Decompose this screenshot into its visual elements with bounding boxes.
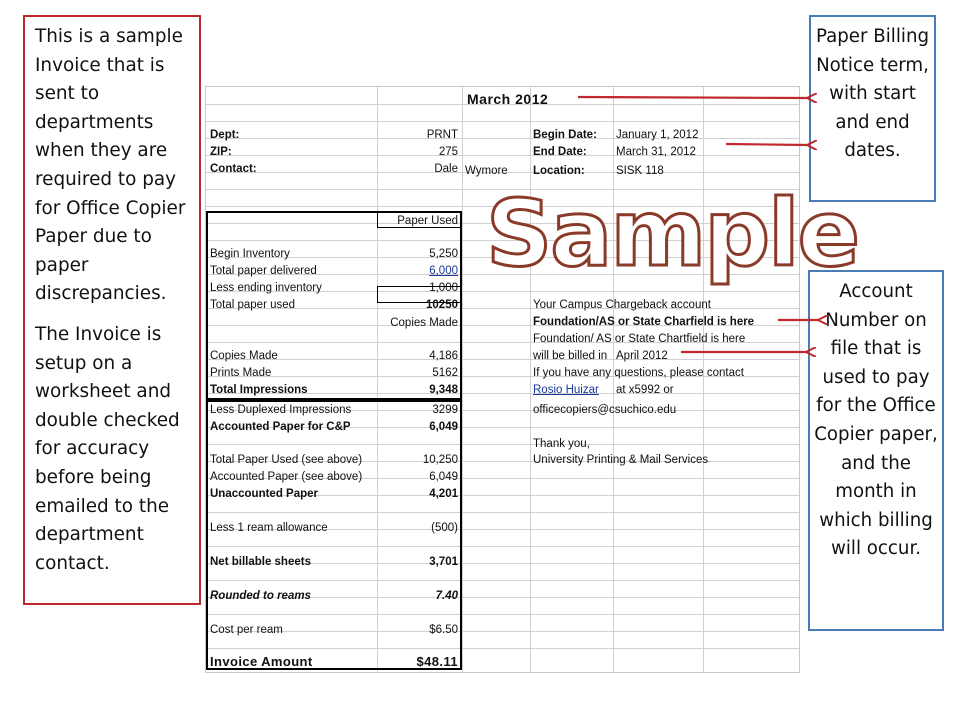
prints-made-value: 5162 [432,367,458,379]
total-impressions-value: 9,348 [429,384,458,396]
copies-made-value: 4,186 [429,350,458,362]
invoice-amount-label: Invoice Amount [210,654,313,669]
unaccounted-paper-label: Unaccounted Paper [210,488,318,500]
delivered-label: Total paper delivered [210,265,317,277]
accounted-paper-value: 6,049 [429,421,458,433]
accounted-paper-label: Accounted Paper for C&P [210,421,351,433]
zip-label: ZIP: [210,146,232,158]
copies-made-label: Copies Made [210,350,278,362]
contact-last-name: Wymore [465,165,508,177]
description-paragraph-1: This is a sample Invoice that is sent to departments when they are required to pay for Office Copier Paper due to paper discrepancies. [35,26,186,305]
dept-label: Dept: [210,129,240,141]
note-billing-month: April 2012 [616,350,668,362]
duplex-value: 3299 [432,404,458,416]
contact-label: Contact: [210,163,257,175]
contact-email: officecopiers@csuchico.edu [533,404,677,416]
note-account-placeholder: Foundation/AS or State Charfield is here [533,316,755,328]
arrow-to-dates [726,144,809,145]
total-impressions-label: Total Impressions [210,384,308,396]
cost-per-ream-label: Cost per ream [210,624,283,636]
contact-first-name: Dale [434,163,458,175]
net-billable-label: Net billable sheets [210,556,311,568]
prints-made-label: Prints Made [210,367,272,379]
note-questions: If you have any questions, please contact [533,367,744,379]
paper-used-header: Paper Used [397,215,458,227]
contact-extension: at x5992 or [616,384,674,396]
accounted-paper-ref-value: 6,049 [429,471,458,483]
invoice-title: March 2012 [467,91,549,107]
arrow-to-title [578,97,809,98]
total-used-value: 10250 [426,299,458,311]
ream-allowance-label: Less 1 ream allowance [210,522,328,534]
begin-inventory-label: Begin Inventory [210,248,290,260]
total-used-label: Total paper used [210,299,296,311]
begin-inventory-value: 5,250 [429,248,458,260]
note-billed-in: will be billed in [533,350,608,362]
accounted-paper-ref-label: Accounted Paper (see above) [210,471,363,483]
copies-made-header: Copies Made [390,317,458,329]
ream-allowance-value: (500) [431,522,458,534]
note-signature: University Printing & Mail Services [533,454,709,466]
note-account-line: Foundation/ AS or State Chartfield is here [533,333,746,345]
duplex-label: Less Duplexed Impressions [210,404,352,416]
dept-value: PRNT [426,129,458,141]
net-billable-value: 3,701 [429,556,458,568]
cost-per-ream-value: $6.50 [429,624,458,636]
location-label: Location: [533,165,585,177]
end-date-value: March 31, 2012 [616,146,696,158]
invoice-amount-value: $48.11 [416,654,458,669]
description-paragraph-2: The Invoice is setup on a worksheet and double checked for accuracy before being emailed to the department contact. [35,323,180,574]
begin-date-label: Begin Date: [533,129,597,141]
note-thanks: Thank you, [533,438,590,450]
total-paper-used-ref-label: Total Paper Used (see above) [210,454,363,466]
rounded-reams-value: 7.40 [435,590,458,602]
rounded-reams-label: Rounded to reams [210,590,311,602]
location-value: SISK 118 [616,165,664,177]
ending-inventory-value: 1,000 [429,282,458,294]
begin-date-value: January 1, 2012 [616,129,699,141]
zip-value: 275 [438,146,458,158]
delivered-value[interactable]: 6,000 [429,265,458,277]
billing-term-callout: Paper Billing Notice term, with start and end dates. [809,15,936,202]
account-number-callout: Account Number on file that is used to pay for the Office Copier paper, and the month in which billing will occur. [808,270,944,631]
sample-watermark: Sample [486,180,858,287]
note-chargeback: Your Campus Chargeback account [533,299,711,311]
end-date-label: End Date: [533,146,587,158]
ending-inventory-label: Less ending inventory [210,282,322,294]
unaccounted-paper-value: 4,201 [429,488,458,500]
total-paper-used-ref-value: 10,250 [422,454,458,466]
contact-link[interactable]: Rosio Huizar [533,384,599,396]
